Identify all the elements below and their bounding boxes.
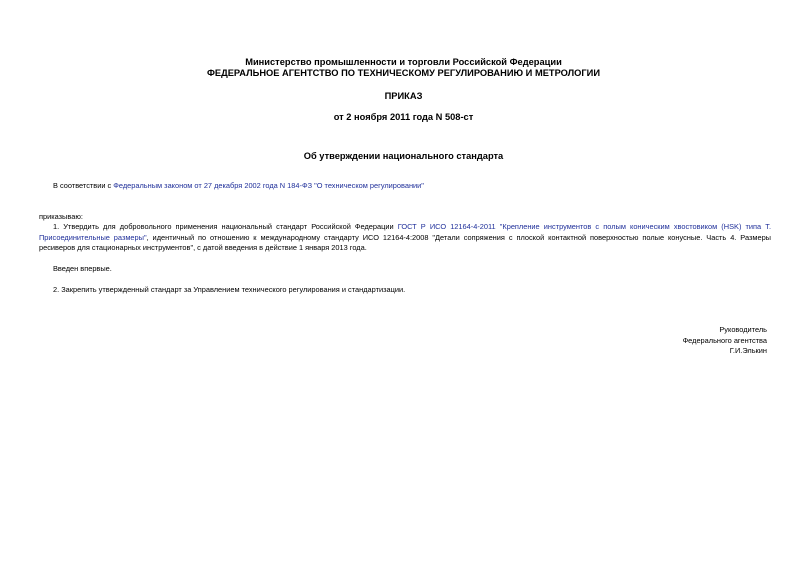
subject-heading: Об утверждении национального стандарта [303,151,504,161]
document-type-heading: ПРИКАЗ [384,91,423,101]
date-number-heading: от 2 ноября 2011 года N 508-ст [333,112,474,122]
preamble-prefix: В соответствии с [53,181,114,190]
introduced-first-note: Введен впервые. [53,264,112,273]
federal-law-link[interactable]: Федеральным законом от 27 декабря 2002 года N 184-ФЗ "О техническом регулировании" [113,181,424,190]
item1-suffix: , идентичный по отношению к международному стандарту ИСО 12164-4:2008 "Детали сопряжения с плоской контактной поверхностью полые конусные. Часть 4. Размеры ресиверов для стационарных инструментов", с датой введения в действие 1 января 2013 года. [39,232,771,252]
preamble [53,181,424,191]
standard-link[interactable]: ГОСТ Р ИСО 12164-4-2011 "Крепление инструментов с полым коническим хвостовиком (HSK) типа T. Присоединительные размеры" [39,222,772,242]
ministry-heading: Министерство промышленности и торговли Российской Федерации [245,57,562,67]
order-item-1 [39,222,771,254]
signature-organization: Федерального агентства [682,336,767,345]
signature-name: Г.И.Элькин [729,346,767,355]
order-item-2: 2. Закрепить утвержденный стандарт за Управлением технического регулирования и стандартизации. [53,285,406,294]
orders-word: приказываю: [39,212,83,221]
signature-title: Руководитель [719,325,767,334]
item1-prefix: 1. Утвердить для добровольного применения национальный стандарт Российской Федерации [53,222,398,231]
agency-heading: ФЕДЕРАЛЬНОЕ АГЕНТСТВО ПО ТЕХНИЧЕСКОМУ РЕГУЛИРОВАНИЮ И МЕТРОЛОГИИ [206,68,601,78]
